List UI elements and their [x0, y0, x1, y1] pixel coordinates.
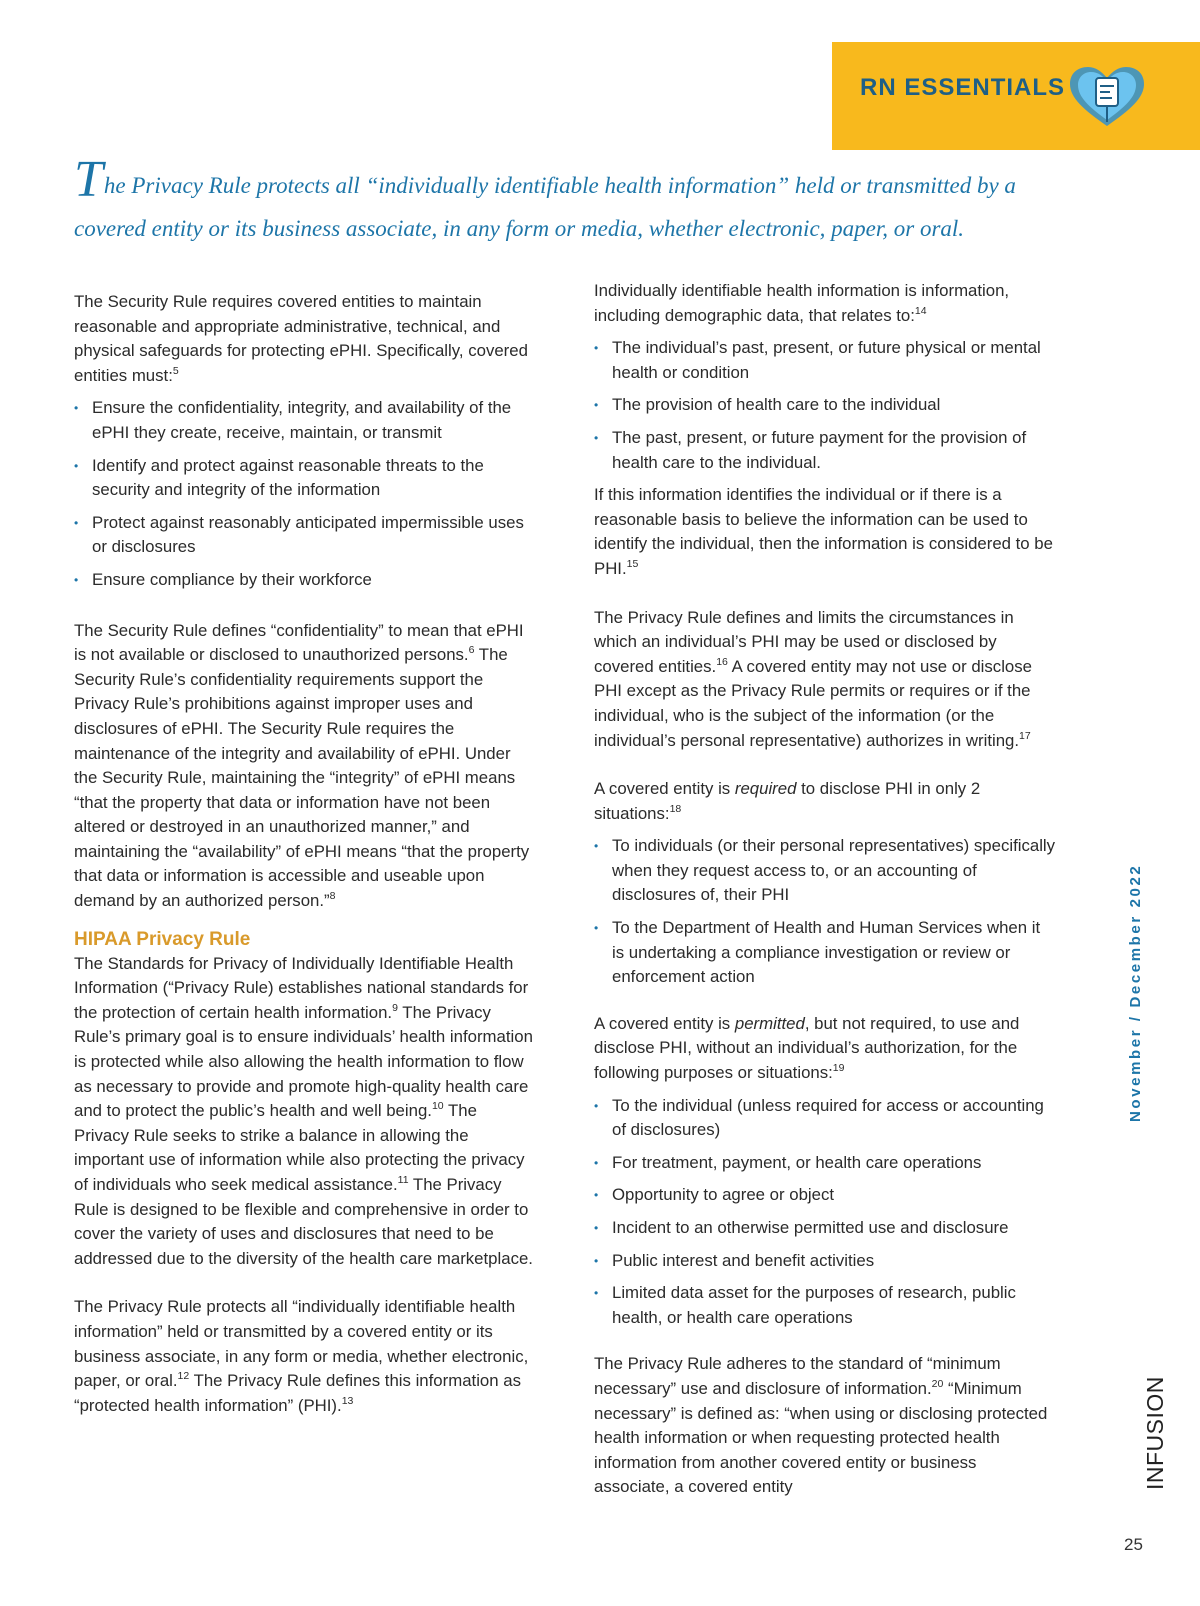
right-paragraph: The Privacy Rule defines and limits the circumstances in which an individual’s PHI may be used or disclosed by covered entities.$^{16}$ A covered entity may not use or disclose PHI except as the Privacy Rule permits or requires or if the individual, who is the subject of the information (or the individual’s personal representative) authorizes in writing.$^{17}$ [594, 607, 1032, 750]
left-paragraph: The Security Rule requires covered entities to maintain reasonable and appropriate administrative, technical, and physical safeguards for protecting ePHI. Specifically, covered entities must:$^5$ [74, 292, 528, 385]
list-item: • Protect against reasonably anticipated impermissible uses or disclosures [74, 511, 536, 560]
left-paragraph: The Security Rule defines “confidentiality” to mean that ePHI is not available or disclosed to unauthorized persons.$^6$ The Security Rule’s confidentiality requirements support the Privacy Rule’s prohibitions against improper uses and disclosures of ePHI. The Security Rule requires the maintenance of the integrity and availability of ePHI. Under the Security Rule, maintaining the “integrity” of ePHI means “that the property that data or information have not been altered or destroyed in an unauthorized manner,” and maintaining the “availability” of ePHI means “that the property that data or information is accessible and useable upon demand by an authorized person.”$^8$ [74, 620, 530, 911]
right-paragraph: A covered entity is required to disclose PHI in only 2 situations:$^{18}$ [594, 779, 981, 823]
list-item: • Limited data asset for the purposes of research, public health, or health care operations [594, 1281, 1056, 1330]
banner-title: RN ESSENTIALS [860, 74, 1066, 101]
right-column [594, 279, 1056, 1500]
right-paragraph: Individually identifiable health information is information, including demographic data, that relates to:$^{14}$ [594, 281, 1010, 325]
right-paragraph: The Privacy Rule adheres to the standard of “minimum necessary” use and disclosure of information.$^{20}$ “Minimum necessary” is defined as: “when using or disclosing protected health information or when requesting protected health information from another covered entity or business associate, a covered entity [594, 1354, 1048, 1497]
list-item: • Ensure the confidentiality, integrity, and availability of the ePHI they create, receive, maintain, or transmit [74, 396, 536, 445]
pull-quote-text: he Privacy Rule protects all “individually identifiable health information” held or transmitted by a covered entity or its business associate, in any form or media, whether electronic, paper, or oral. [74, 173, 1016, 241]
list-item: • Public interest and benefit activities [594, 1249, 1056, 1274]
left-column [74, 290, 536, 1418]
issue-date: November / December 2022 [1127, 863, 1144, 1122]
right-paragraph: A covered entity is permitted, but not required, to use and disclose PHI, without an individual’s authorization, for the following purposes or situations:$^{19}$ [594, 1013, 1020, 1083]
left-paragraph: The Standards for Privacy of Individually Identifiable Health Information (“Privacy Rule) establishes national standards for the protection of certain health information.$^9$ The Privacy Rule’s primary goal is to ensure individuals’ health information is protected while also allowing the health information to flow as necessary to provide and promote high-quality health care and to protect the public’s health and well being.$^{10}$ The Privacy Rule seeks to strike a balance in allowing the important use of information while also protecting the privacy of individuals who seek medical assistance.$^{11}$ The Privacy Rule is designed to be flexible and comprehensive in order to cover the variety of uses and disclosures that need to be addressed due to the diversity of the health care marketplace. [74, 953, 533, 1268]
infusion-logo: INFUSION [1142, 1376, 1168, 1490]
right-bullet-list [594, 1094, 1056, 1331]
list-item: • To the individual (unless required for access or accounting of disclosures) [594, 1094, 1056, 1143]
right-paragraph: If this information identifies the individual or if there is a reasonable basis to believe the information can be used to identify the individual, then the information is considered to be PHI.$^{15}$ [594, 485, 1053, 578]
list-item: • To the Department of Health and Human Services when it is undertaking a compliance investigation or review or enforcement action [594, 916, 1056, 990]
pull-quote [74, 151, 1034, 250]
list-item: • Identify and protect against reasonable threats to the security and integrity of the information [74, 454, 536, 503]
list-item: • To individuals (or their personal representatives) specifically when they request access to, or an accounting of disclosures of, their PHI [594, 834, 1056, 908]
list-item: • The individual’s past, present, or future physical or mental health or condition [594, 336, 1056, 385]
left-paragraph: The Privacy Rule protects all “individually identifiable health information” held or transmitted by a covered entity or its business associate, in any form or media, whether electronic, paper, or oral.$^{12}$ The Privacy Rule defines this information as “protected health information” (PHI).$^{13}$ [74, 1297, 529, 1415]
section-heading: HIPAA Privacy Rule [74, 928, 251, 950]
pull-quote-dropcap: T [74, 151, 103, 208]
list-item: • Incident to an otherwise permitted use and disclosure [594, 1216, 1056, 1241]
iv-bag-heart-icon [1064, 64, 1150, 128]
right-bullet-list [594, 336, 1056, 475]
list-item: • For treatment, payment, or health care operations [594, 1151, 1056, 1176]
list-item: • Opportunity to agree or object [594, 1183, 1056, 1208]
right-bullet-list [594, 834, 1056, 990]
list-item: • The past, present, or future payment for the provision of health care to the individual. [594, 426, 1056, 475]
list-item: • The provision of health care to the individual [594, 393, 1056, 418]
left-bullet-list [74, 396, 536, 592]
rn-essentials-banner [832, 42, 1200, 150]
page-number: 25 [1124, 1535, 1143, 1554]
list-item: • Ensure compliance by their workforce [74, 568, 536, 593]
